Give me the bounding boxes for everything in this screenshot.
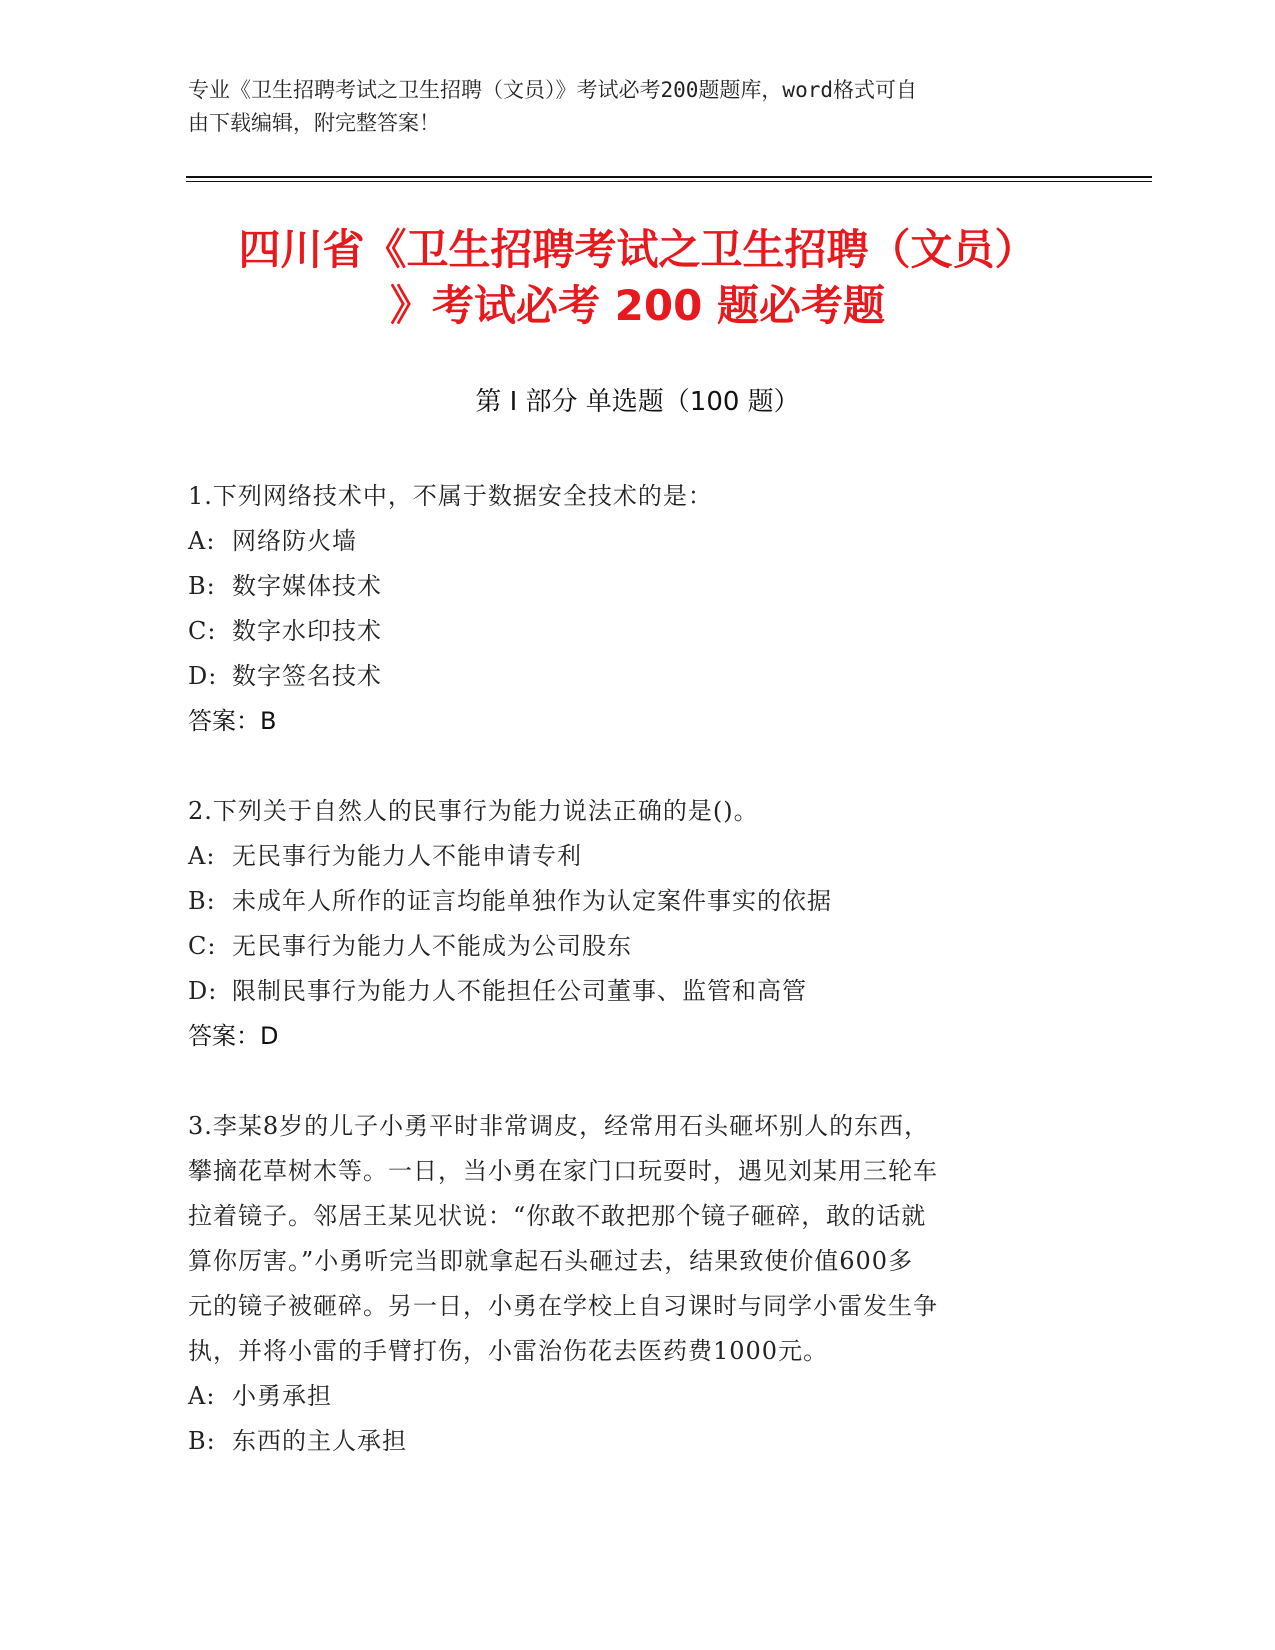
option-text: 限制民事行为能力人不能担任公司董事、监管和高管 — [232, 977, 807, 1005]
header-note — [188, 74, 1068, 140]
question-stem-line: 元的镜子被砸碎。另一日，小勇在学校上自习课时与同学小雷发生争 — [188, 1292, 938, 1320]
option-text: 数字签名技术 — [232, 662, 382, 690]
option-key: A: — [188, 527, 216, 555]
option-b — [188, 564, 1068, 609]
option-key: B: — [188, 887, 216, 915]
option-a — [188, 519, 1068, 564]
question-stem-line: 执，并将小雷的手臂打伤，小雷治伤花去医药费1000元。 — [188, 1337, 829, 1365]
option-text: 小勇承担 — [232, 1382, 332, 1410]
question-stem: 2.下列关于自然人的民事行为能力说法正确的是()。 — [188, 797, 759, 825]
document-title-line: 四川省《卫生招聘考试之卫生招聘（文员） — [238, 225, 1037, 274]
section-title: 第 I 部分 单选题（100 题） — [475, 387, 800, 417]
option-text: 未成年人所作的证言均能单独作为认定案件事实的依据 — [232, 887, 832, 915]
option-key: A: — [188, 1382, 216, 1410]
question-list — [188, 474, 1068, 1464]
option-b — [188, 1419, 1068, 1464]
answer-line: 答案：B — [188, 707, 277, 735]
option-key: B: — [188, 1427, 216, 1455]
question-stem-line: 攀摘花草树木等。一日，当小勇在家门口玩耍时，遇见刘某用三轮车 — [188, 1157, 938, 1185]
header-divider — [186, 176, 1152, 178]
document-title-line: 》考试必考 200 题必考题 — [390, 281, 885, 330]
header-note-line: 由下载编辑，附完整答案！ — [188, 111, 440, 135]
question-stem: 1.下列网络技术中，不属于数据安全技术的是： — [188, 482, 713, 510]
question-stem-line: 拉着镜子。邻居王某见状说：“你敢不敢把那个镜子砸碎，敢的话就 — [188, 1202, 927, 1230]
question-item — [188, 789, 1068, 1059]
question-spacer — [188, 1059, 1068, 1104]
option-key: C: — [188, 932, 217, 960]
option-key: D: — [188, 977, 218, 1005]
question-stem-line: 3.李某8岁的儿子小勇平时非常调皮，经常用石头砸坏别人的东西， — [188, 1112, 930, 1140]
document-title — [150, 222, 1125, 334]
option-d — [188, 969, 1068, 1014]
option-text: 无民事行为能力人不能申请专利 — [232, 842, 582, 870]
option-key: A: — [188, 842, 216, 870]
question-stem-line: 算你厉害。”小勇听完当即就拿起石头砸过去，结果致使价值600多 — [188, 1247, 914, 1275]
question-item — [188, 474, 1068, 744]
option-d — [188, 654, 1068, 699]
answer-line: 答案：D — [188, 1022, 279, 1050]
option-text: 网络防火墙 — [232, 527, 357, 555]
header-divider-thin — [186, 181, 1152, 182]
header-note-line: 专业《卫生招聘考试之卫生招聘（文员）》考试必考200题题库，word格式可自 — [188, 78, 917, 102]
option-key: C: — [188, 617, 217, 645]
option-text: 无民事行为能力人不能成为公司股东 — [232, 932, 632, 960]
option-c — [188, 609, 1068, 654]
question-item — [188, 1104, 1068, 1464]
option-text: 东西的主人承担 — [232, 1427, 407, 1455]
option-text: 数字媒体技术 — [232, 572, 382, 600]
option-a — [188, 1374, 1068, 1419]
option-b — [188, 879, 1068, 924]
option-text: 数字水印技术 — [232, 617, 382, 645]
option-c — [188, 924, 1068, 969]
option-key: B: — [188, 572, 216, 600]
option-key: D: — [188, 662, 218, 690]
option-a — [188, 834, 1068, 879]
question-spacer — [188, 744, 1068, 789]
